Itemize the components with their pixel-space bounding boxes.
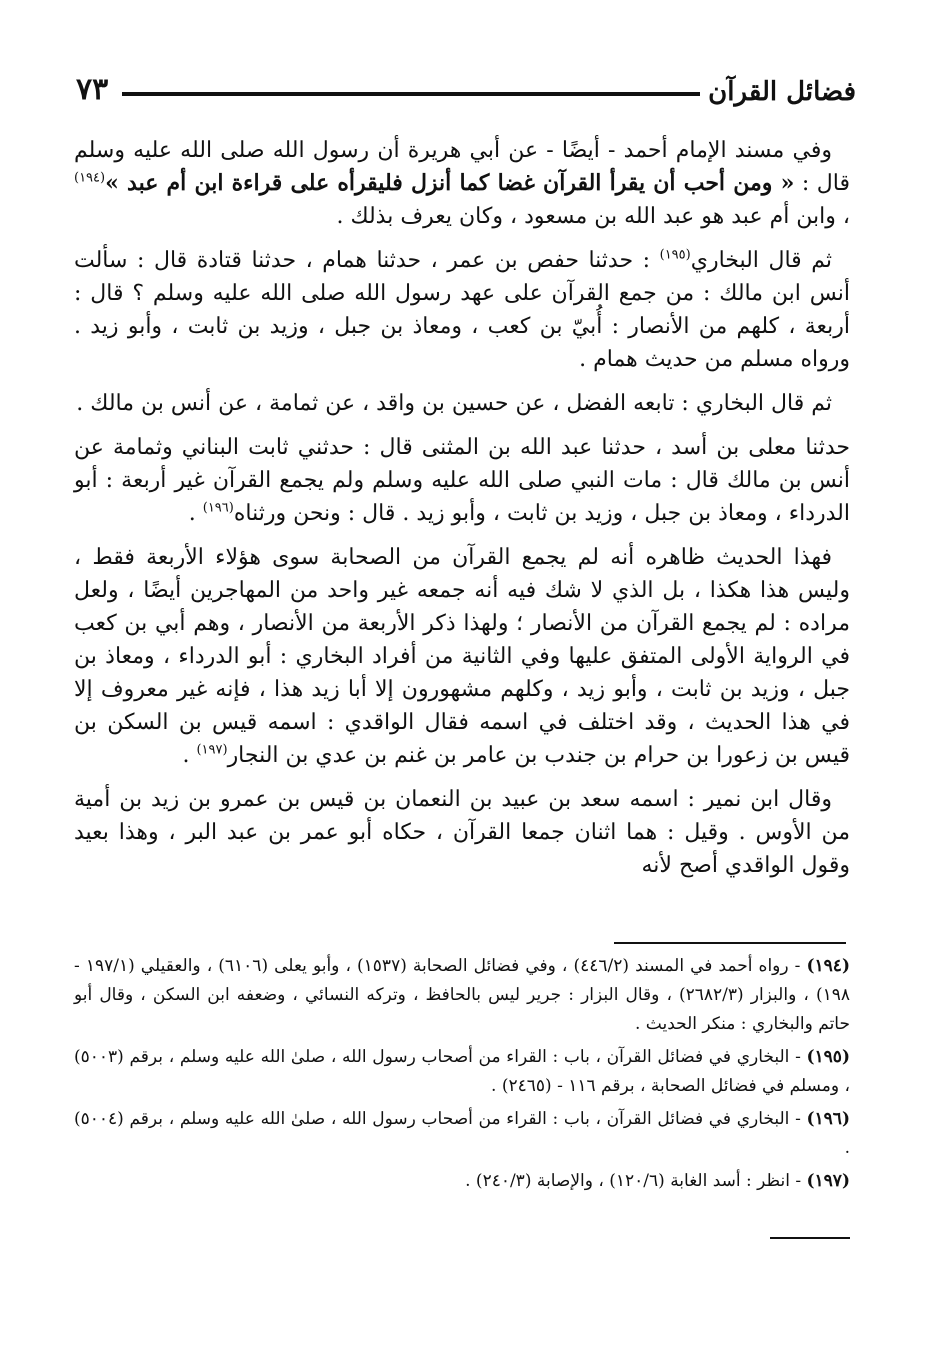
paragraph [74, 541, 850, 772]
page-number: ٧٣ [76, 72, 109, 107]
paragraph-text: ثم قال البخاري : تابعه الفضل ، عن حسين بن واقد ، عن ثمامة ، عن أنس بن مالك . [76, 391, 832, 416]
paragraph-text: ، وابن أم عبد هو عبد الله بن مسعود ، وكان يعرف بذلك . [336, 204, 850, 229]
paragraph [74, 387, 850, 420]
paragraph-text: . [182, 743, 190, 768]
footnotes [74, 952, 850, 1200]
footnote-text: - البخاري في فضائل القرآن ، باب : القراء من أصحاب رسول الله ، صلىٰ الله عليه وسلم ، برقم (٥٠٠٤) . [74, 1109, 850, 1158]
footnote-text: - البخاري في فضائل القرآن ، باب : القراء من أصحاب رسول الله ، صلىٰ الله عليه وسلم ، برقم (٥٠٠٣) ، ومسلم في فضائل الصحابة ، برقم ١١٦ - (٢٤٦٥) . [74, 1047, 850, 1096]
footnote-number: (١٩٦) [806, 1109, 850, 1129]
footnote-number: (١٩٤) [806, 956, 850, 976]
footnote-text: - رواه أحمد في المسند (٤٤٦/٢) ، وفي فضائل الصحابة (١٥٣٧) ، وأبو يعلى (٦١٠٦) ، والعقيلي (١٩٧/١ - ١٩٨) ، والبزار (٢٦٨٢/٣) ، وقال البزار : جرير ليس بالحافظ ، وتركه النسائي ، وضعفه ابن السكن ، وقال أبو حاتم والبخاري : منكر الحديث . [74, 956, 850, 1034]
paragraph [74, 134, 850, 233]
end-rule [770, 1237, 850, 1239]
paragraph-text: فهذا الحديث ظاهره أنه لم يجمع القرآن من الصحابة سوى هؤلاء الأربعة فقط ، وليس هذا هكذا ، بل الذي لا شك فيه أنه جمعه غير واحد من المهاجرين أيضًا ، ولعل مراده : لم يجمع القرآن من الأنصار ؛ ولهذا ذكر الأربعة من الأنصار ، وهم أبي بن كعب في الرواية الأولى المتفق عليها وفي الثانية من أفراد البخاري : أبو الدرداء ، ومعاذ بن جبل ، وزيد بن ثابت ، وأبو زيد ، وكلهم مشهورون إلا أبا زيد هذا ، فإنه غير معروف إلا في هذا الحديث ، وقد اختلف في اسمه فقال الواقدي : اسمه قيس بن السكن بن قيس بن زعورا بن حرام بن جندب بن عامر بن غنم بن عدي بن النجار [74, 545, 850, 768]
footnote [74, 1167, 850, 1196]
footnote-number: (١٩٧) [806, 1171, 850, 1191]
footnote-ref: (١٩٧) [196, 742, 228, 758]
paragraph-text: : حدثنا حفص بن عمر ، حدثنا همام ، حدثنا قتادة قال : سألت أنس ابن مالك : من جمع القرآن على عهد رسول الله صلى الله عليه وسلم ؟ قال : أربعة ، كلهم من الأنصار : أُبيّ بن كعب ، ومعاذ بن جبل ، وزيد بن ثابت ، وأبو زيد . ورواه مسلم من حديث همام . [74, 248, 850, 372]
footnote [74, 952, 850, 1039]
paragraph-text: . [188, 501, 196, 526]
footnote-text: - انظر : أسد الغابة (١٢٠/٦) ، والإصابة (٢٤٠/٣) . [465, 1171, 802, 1191]
footnote [74, 1105, 850, 1163]
header-rule [122, 92, 700, 96]
footnote-separator [614, 942, 846, 944]
paragraph [74, 431, 850, 530]
quoted-hadith: « ومن أحب أن يقرأ القرآن غضا كما أنزل فليقرأه على قراءة ابن أم عبد » [105, 170, 795, 196]
paragraph-text: وفي مسند الإمام أحمد - أيضًا - عن أبي هريرة أن رسول الله صلى الله عليه وسلم قال : [74, 138, 851, 196]
paragraph-text: وقال ابن نمير : اسمه سعد بن عبيد بن النعمان بن قيس بن عمرو بن زيد بن أمية من الأوس . وقيل : هما اثنان جمعا القرآن ، حكاه أبو عمر بن عبد البر ، وهذا بعيد وقول الواقدي أصح لأنه [74, 787, 850, 878]
paragraph-text: ثم قال البخاري [690, 248, 832, 273]
running-title: فضائل القرآن [708, 77, 856, 107]
paragraph [74, 783, 850, 882]
footnote-ref: (١٩٥) [659, 247, 691, 263]
footnote [74, 1043, 850, 1101]
footnote-ref: (١٩٦) [202, 500, 234, 516]
footnote-number: (١٩٥) [806, 1047, 850, 1067]
page-header [70, 64, 856, 114]
main-text [74, 134, 850, 893]
paragraph-text: حدثنا معلى بن أسد ، حدثنا عبد الله بن المثنى قال : حدثني ثابت البناني وثمامة عن أنس بن مالك قال : مات النبي صلى الله عليه وسلم ولم يجمع القرآن غير أربعة : أبو الدرداء ، ومعاذ بن جبل ، وزيد بن ثابت ، وأبو زيد . قال : ونحن ورثناه [74, 435, 850, 526]
footnote-ref: (١٩٤) [74, 170, 106, 186]
paragraph [74, 244, 850, 376]
